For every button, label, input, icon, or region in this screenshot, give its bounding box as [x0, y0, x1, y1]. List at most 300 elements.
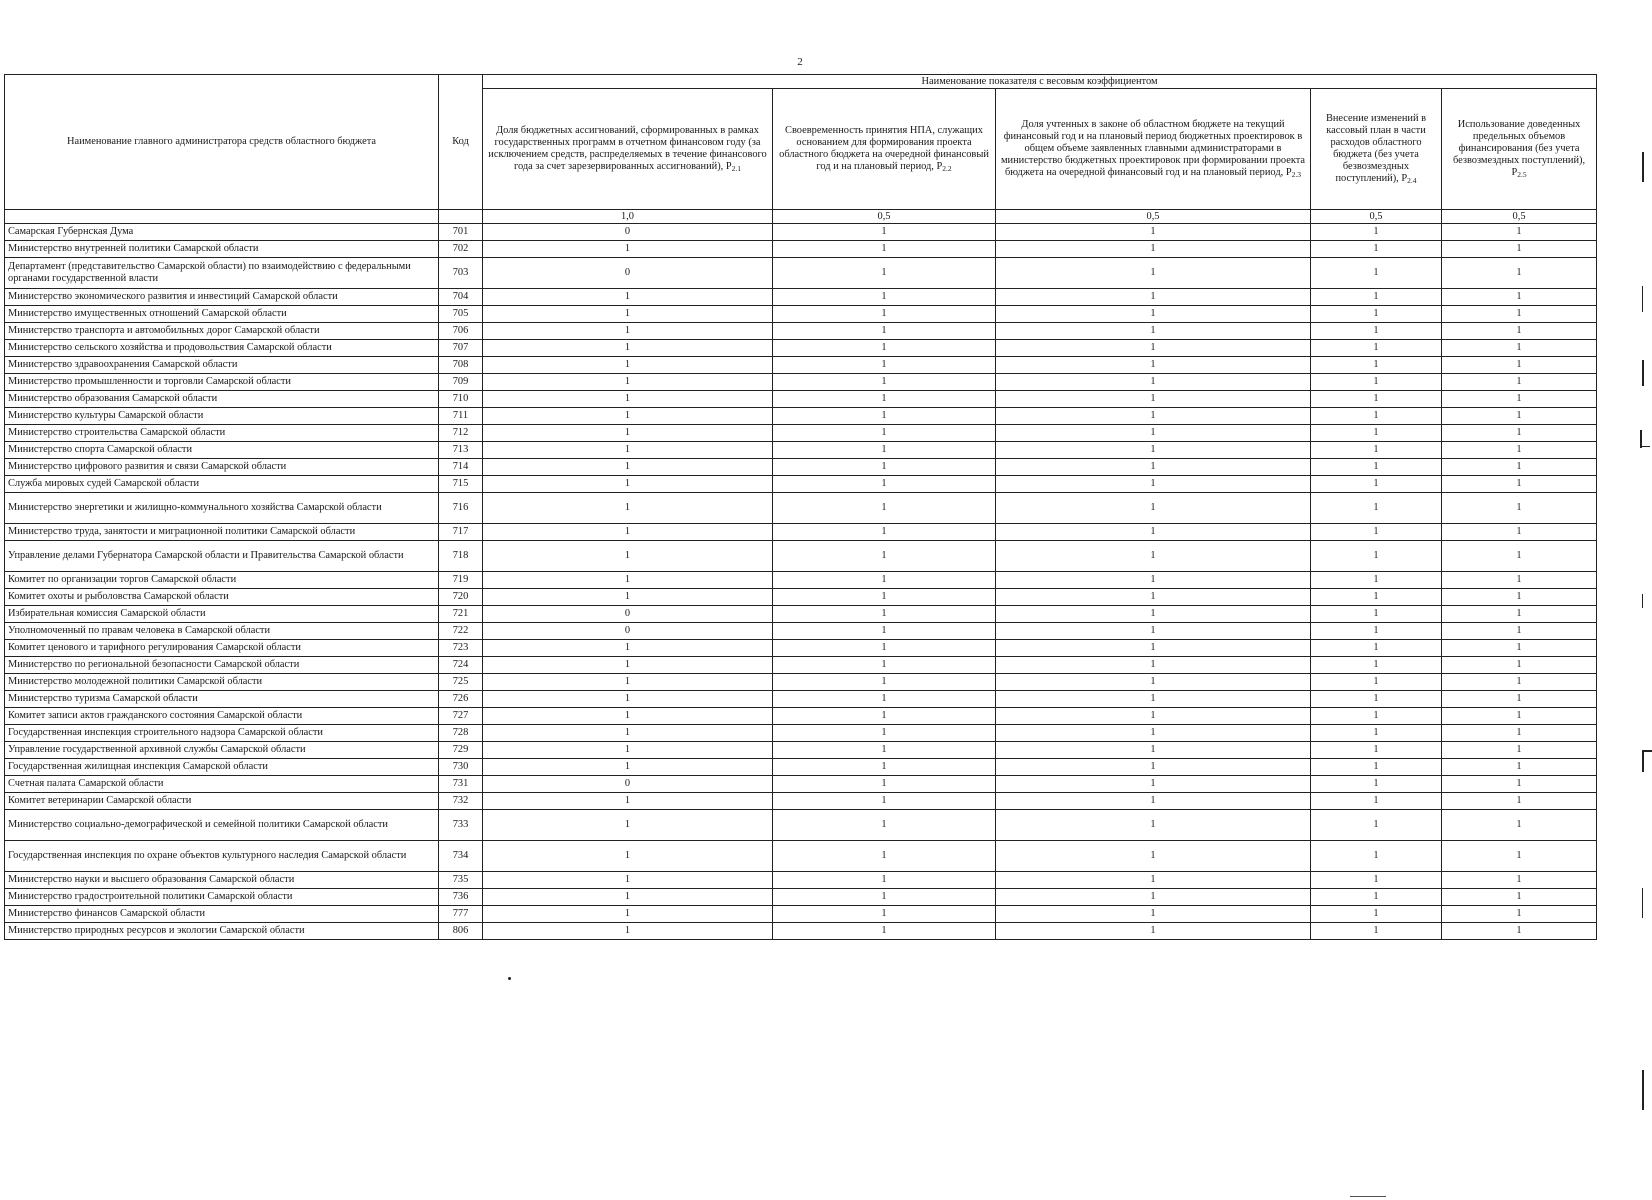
table-row	[5, 391, 1597, 408]
administrator-name: Министерство социально-демографической и семейной политики Самарской области	[5, 810, 439, 841]
indicator-value-2-1: 0	[483, 258, 773, 289]
administrator-code: 708	[439, 357, 483, 374]
indicator-value-2-3: 1	[996, 759, 1311, 776]
indicator-value-2-1: 1	[483, 793, 773, 810]
indicator-value-2-3: 1	[996, 425, 1311, 442]
indicator-value-2-1: 1	[483, 906, 773, 923]
indicator-value-2-3: 1	[996, 224, 1311, 241]
administrator-code: 729	[439, 742, 483, 759]
header-indicator-2-5: Использование доведенных предельных объемов финансирования (без учета безвозмездных поступлений), $P_{2.5}$	[1442, 89, 1597, 210]
indicator-value-2-1: 1	[483, 340, 773, 357]
indicator-value-2-2: 1	[773, 759, 996, 776]
administrator-code: 703	[439, 258, 483, 289]
table-row	[5, 657, 1597, 674]
administrator-code: 806	[439, 923, 483, 940]
indicator-value-2-3: 1	[996, 606, 1311, 623]
administrator-code: 707	[439, 340, 483, 357]
indicator-value-2-2: 1	[773, 623, 996, 640]
indicator-value-2-4: 1	[1311, 589, 1442, 606]
administrator-name: Самарская Губернская Дума	[5, 224, 439, 241]
indicator-value-2-5: 1	[1442, 541, 1597, 572]
table-row	[5, 442, 1597, 459]
indicator-value-2-1: 1	[483, 493, 773, 524]
indicator-value-2-2: 1	[773, 524, 996, 541]
indicator-value-2-5: 1	[1442, 872, 1597, 889]
table-row	[5, 306, 1597, 323]
table-row	[5, 408, 1597, 425]
indicator-value-2-3: 1	[996, 691, 1311, 708]
indicator-value-2-2: 1	[773, 906, 996, 923]
indicator-value-2-3: 1	[996, 323, 1311, 340]
scan-mark	[1642, 286, 1643, 312]
table-row	[5, 793, 1597, 810]
table-row	[5, 708, 1597, 725]
indicator-value-2-1: 1	[483, 241, 773, 258]
scan-mark	[1642, 888, 1643, 918]
indicator-value-2-5: 1	[1442, 923, 1597, 940]
indicator-value-2-1: 1	[483, 357, 773, 374]
indicator-value-2-5: 1	[1442, 391, 1597, 408]
scan-line	[1350, 1196, 1386, 1197]
indicator-value-2-1: 1	[483, 674, 773, 691]
indicator-value-2-2: 1	[773, 289, 996, 306]
indicator-value-2-4: 1	[1311, 691, 1442, 708]
indicator-value-2-5: 1	[1442, 524, 1597, 541]
administrator-code: 709	[439, 374, 483, 391]
indicator-value-2-3: 1	[996, 340, 1311, 357]
indicator-value-2-1: 1	[483, 725, 773, 742]
indicator-value-2-5: 1	[1442, 674, 1597, 691]
indicator-value-2-5: 1	[1442, 323, 1597, 340]
administrator-code: 722	[439, 623, 483, 640]
indicator-value-2-4: 1	[1311, 572, 1442, 589]
table-body	[5, 224, 1597, 940]
indicator-value-2-3: 1	[996, 357, 1311, 374]
header-code-column: Код	[439, 75, 483, 210]
administrator-code: 711	[439, 408, 483, 425]
scan-mark	[1642, 750, 1644, 772]
indicator-value-2-2: 1	[773, 606, 996, 623]
indicator-value-2-5: 1	[1442, 476, 1597, 493]
administrator-code: 720	[439, 589, 483, 606]
indicator-value-2-5: 1	[1442, 357, 1597, 374]
administrator-name: Министерство туризма Самарской области	[5, 691, 439, 708]
indicator-value-2-4: 1	[1311, 872, 1442, 889]
scan-mark	[1642, 360, 1644, 386]
indicator-value-2-5: 1	[1442, 459, 1597, 476]
indicator-value-2-5: 1	[1442, 442, 1597, 459]
administrator-name: Государственная инспекция строительного надзора Самарской области	[5, 725, 439, 742]
administrator-name: Департамент (представительство Самарской области) по взаимодействию с федеральными органами государственной власти	[5, 258, 439, 289]
table-row	[5, 493, 1597, 524]
table-row	[5, 224, 1597, 241]
administrator-name: Министерство образования Самарской области	[5, 391, 439, 408]
administrator-name: Комитет ветеринарии Самарской области	[5, 793, 439, 810]
table-row	[5, 289, 1597, 306]
indicator-value-2-1: 1	[483, 408, 773, 425]
table-row	[5, 541, 1597, 572]
table-row	[5, 340, 1597, 357]
indicator-value-2-4: 1	[1311, 476, 1442, 493]
table-row	[5, 810, 1597, 841]
administrator-code: 701	[439, 224, 483, 241]
indicator-value-2-1: 1	[483, 476, 773, 493]
administrator-name: Комитет по организации торгов Самарской области	[5, 572, 439, 589]
indicator-value-2-4: 1	[1311, 493, 1442, 524]
indicator-value-2-1: 1	[483, 459, 773, 476]
administrator-name: Управление государственной архивной службы Самарской области	[5, 742, 439, 759]
administrator-code: 724	[439, 657, 483, 674]
indicator-value-2-5: 1	[1442, 810, 1597, 841]
indicator-value-2-5: 1	[1442, 776, 1597, 793]
indicator-value-2-2: 1	[773, 776, 996, 793]
administrator-name: Министерство экономического развития и инвестиций Самарской области	[5, 289, 439, 306]
indicator-value-2-4: 1	[1311, 541, 1442, 572]
indicator-value-2-3: 1	[996, 493, 1311, 524]
administrator-code: 732	[439, 793, 483, 810]
indicator-value-2-1: 1	[483, 742, 773, 759]
table-row	[5, 524, 1597, 541]
indicator-value-2-2: 1	[773, 589, 996, 606]
administrator-name: Министерство по региональной безопасности Самарской области	[5, 657, 439, 674]
indicator-value-2-5: 1	[1442, 241, 1597, 258]
indicator-value-2-3: 1	[996, 889, 1311, 906]
indicator-value-2-1: 1	[483, 541, 773, 572]
indicator-value-2-3: 1	[996, 374, 1311, 391]
indicator-value-2-3: 1	[996, 810, 1311, 841]
indicator-value-2-4: 1	[1311, 906, 1442, 923]
indicator-value-2-2: 1	[773, 725, 996, 742]
indicator-value-2-4: 1	[1311, 374, 1442, 391]
administrator-code: 716	[439, 493, 483, 524]
table-row	[5, 759, 1597, 776]
table-row	[5, 476, 1597, 493]
scan-mark	[1642, 1070, 1644, 1110]
indicator-value-2-4: 1	[1311, 524, 1442, 541]
indicator-value-2-2: 1	[773, 306, 996, 323]
indicator-value-2-3: 1	[996, 657, 1311, 674]
indicator-value-2-4: 1	[1311, 657, 1442, 674]
indicator-value-2-2: 1	[773, 357, 996, 374]
indicator-value-2-4: 1	[1311, 742, 1442, 759]
indicator-value-2-1: 1	[483, 889, 773, 906]
administrator-name: Министерство науки и высшего образования Самарской области	[5, 872, 439, 889]
table-row	[5, 606, 1597, 623]
indicator-value-2-3: 1	[996, 623, 1311, 640]
table-row	[5, 258, 1597, 289]
indicator-value-2-1: 1	[483, 923, 773, 940]
indicator-value-2-5: 1	[1442, 340, 1597, 357]
indicator-value-2-5: 1	[1442, 759, 1597, 776]
administrator-code: 733	[439, 810, 483, 841]
indicator-value-2-2: 1	[773, 572, 996, 589]
indicator-value-2-1: 0	[483, 606, 773, 623]
indicator-value-2-4: 1	[1311, 224, 1442, 241]
indicator-value-2-3: 1	[996, 725, 1311, 742]
administrator-name: Государственная жилищная инспекция Самарской области	[5, 759, 439, 776]
administrator-code: 728	[439, 725, 483, 742]
indicator-value-2-4: 1	[1311, 674, 1442, 691]
weight-2-3: 0,5	[996, 210, 1311, 224]
indicator-value-2-4: 1	[1311, 357, 1442, 374]
table-row	[5, 459, 1597, 476]
administrator-name: Министерство культуры Самарской области	[5, 408, 439, 425]
administrator-code: 714	[439, 459, 483, 476]
indicator-value-2-2: 1	[773, 340, 996, 357]
indicator-value-2-1: 1	[483, 872, 773, 889]
administrator-name: Министерство молодежной политики Самарской области	[5, 674, 439, 691]
indicator-value-2-5: 1	[1442, 425, 1597, 442]
indicator-value-2-3: 1	[996, 906, 1311, 923]
table-row	[5, 889, 1597, 906]
administrator-code: 777	[439, 906, 483, 923]
administrator-code: 704	[439, 289, 483, 306]
indicator-value-2-5: 1	[1442, 258, 1597, 289]
administrator-code: 735	[439, 872, 483, 889]
administrator-code: 723	[439, 640, 483, 657]
indicator-value-2-2: 1	[773, 708, 996, 725]
administrator-code: 726	[439, 691, 483, 708]
indicator-value-2-4: 1	[1311, 340, 1442, 357]
indicator-value-2-1: 0	[483, 224, 773, 241]
indicator-value-2-1: 0	[483, 623, 773, 640]
page-number: 2	[797, 56, 803, 68]
administrator-name: Управление делами Губернатора Самарской области и Правительства Самарской области	[5, 541, 439, 572]
indicator-value-2-4: 1	[1311, 623, 1442, 640]
administrator-code: 713	[439, 442, 483, 459]
indicator-value-2-1: 1	[483, 759, 773, 776]
indicator-value-2-3: 1	[996, 708, 1311, 725]
indicator-value-2-1: 1	[483, 442, 773, 459]
indicator-value-2-4: 1	[1311, 759, 1442, 776]
header-indicator-2-4: Внесение изменений в кассовый план в части расходов областного бюджета (без учета безвозмездных поступлений), $P_{2.4}$	[1311, 89, 1442, 210]
indicator-value-2-1: 1	[483, 323, 773, 340]
indicator-value-2-1: 1	[483, 691, 773, 708]
header-indicator-2-2: Своевременность принятия НПА, служащих основанием для формирования проекта областного бюджета на очередной финансовый год и на плановый период, $P_{2.2}$	[773, 89, 996, 210]
indicator-value-2-2: 1	[773, 810, 996, 841]
header-indicator-group: Наименование показателя с весовым коэффициентом	[483, 75, 1597, 89]
indicator-value-2-1: 1	[483, 374, 773, 391]
administrator-code: 718	[439, 541, 483, 572]
indicator-value-2-5: 1	[1442, 374, 1597, 391]
administrator-name: Министерство спорта Самарской области	[5, 442, 439, 459]
indicator-value-2-4: 1	[1311, 289, 1442, 306]
indicator-value-2-2: 1	[773, 425, 996, 442]
table-row	[5, 742, 1597, 759]
administrator-name: Министерство природных ресурсов и экологии Самарской области	[5, 923, 439, 940]
administrator-name: Министерство цифрового развития и связи Самарской области	[5, 459, 439, 476]
indicator-value-2-3: 1	[996, 841, 1311, 872]
indicator-value-2-2: 1	[773, 391, 996, 408]
indicator-value-2-3: 1	[996, 674, 1311, 691]
indicator-value-2-4: 1	[1311, 258, 1442, 289]
indicator-value-2-4: 1	[1311, 708, 1442, 725]
indicator-value-2-5: 1	[1442, 289, 1597, 306]
indicator-value-2-1: 1	[483, 425, 773, 442]
indicator-value-2-2: 1	[773, 742, 996, 759]
administrator-name: Комитет ценового и тарифного регулирования Самарской области	[5, 640, 439, 657]
administrator-name: Государственная инспекция по охране объектов культурного наследия Самарской области	[5, 841, 439, 872]
indicator-value-2-4: 1	[1311, 810, 1442, 841]
table-row	[5, 776, 1597, 793]
indicator-value-2-1: 1	[483, 640, 773, 657]
administrator-code: 715	[439, 476, 483, 493]
indicator-value-2-3: 1	[996, 572, 1311, 589]
scan-mark	[1642, 152, 1644, 182]
indicator-value-2-5: 1	[1442, 691, 1597, 708]
administrator-code: 710	[439, 391, 483, 408]
table-row	[5, 374, 1597, 391]
header-name-column: Наименование главного администратора средств областного бюджета	[5, 75, 439, 210]
indicator-value-2-3: 1	[996, 776, 1311, 793]
table-row	[5, 357, 1597, 374]
indicator-value-2-5: 1	[1442, 906, 1597, 923]
indicator-value-2-2: 1	[773, 657, 996, 674]
indicator-value-2-1: 1	[483, 572, 773, 589]
indicator-value-2-2: 1	[773, 476, 996, 493]
indicator-value-2-3: 1	[996, 541, 1311, 572]
indicators-table	[4, 74, 1597, 940]
weight-2-4: 0,5	[1311, 210, 1442, 224]
indicator-value-2-5: 1	[1442, 742, 1597, 759]
table-row	[5, 674, 1597, 691]
indicator-value-2-2: 1	[773, 674, 996, 691]
administrator-name: Министерство внутренней политики Самарской области	[5, 241, 439, 258]
administrator-name: Комитет охоты и рыболовства Самарской области	[5, 589, 439, 606]
indicator-value-2-3: 1	[996, 289, 1311, 306]
scan-speck	[508, 977, 511, 980]
indicator-value-2-5: 1	[1442, 224, 1597, 241]
administrator-code: 719	[439, 572, 483, 589]
indicator-value-2-2: 1	[773, 442, 996, 459]
indicator-value-2-1: 1	[483, 841, 773, 872]
indicator-value-2-4: 1	[1311, 725, 1442, 742]
indicator-value-2-3: 1	[996, 476, 1311, 493]
indicator-value-2-1: 1	[483, 306, 773, 323]
indicator-value-2-2: 1	[773, 258, 996, 289]
indicator-value-2-4: 1	[1311, 306, 1442, 323]
indicator-value-2-2: 1	[773, 872, 996, 889]
indicator-value-2-1: 1	[483, 810, 773, 841]
indicator-value-2-4: 1	[1311, 241, 1442, 258]
administrator-name: Министерство строительства Самарской области	[5, 425, 439, 442]
indicator-value-2-4: 1	[1311, 408, 1442, 425]
indicator-value-2-2: 1	[773, 374, 996, 391]
administrator-name: Министерство промышленности и торговли Самарской области	[5, 374, 439, 391]
indicator-value-2-3: 1	[996, 872, 1311, 889]
indicator-value-2-4: 1	[1311, 606, 1442, 623]
administrator-name: Уполномоченный по правам человека в Самарской области	[5, 623, 439, 640]
administrator-name: Счетная палата Самарской области	[5, 776, 439, 793]
weight-2-2: 0,5	[773, 210, 996, 224]
indicator-value-2-3: 1	[996, 391, 1311, 408]
administrator-code: 706	[439, 323, 483, 340]
indicator-value-2-1: 1	[483, 657, 773, 674]
indicator-value-2-2: 1	[773, 691, 996, 708]
administrator-name: Избирательная комиссия Самарской области	[5, 606, 439, 623]
indicator-value-2-4: 1	[1311, 391, 1442, 408]
administrator-code: 712	[439, 425, 483, 442]
indicator-value-2-5: 1	[1442, 408, 1597, 425]
indicator-value-2-5: 1	[1442, 572, 1597, 589]
administrator-name: Министерство градостроительной политики Самарской области	[5, 889, 439, 906]
indicator-value-2-4: 1	[1311, 793, 1442, 810]
administrator-code: 721	[439, 606, 483, 623]
indicator-value-2-5: 1	[1442, 708, 1597, 725]
table-row	[5, 572, 1597, 589]
header-indicator-2-1: Доля бюджетных ассигнований, сформированных в рамках государственных программ в отчетном финансовом году (за исключением средств, распределяемых в течение финансового года за счет зарезервированных ассигнований), $P_{2.1}$	[483, 89, 773, 210]
indicator-value-2-5: 1	[1442, 606, 1597, 623]
indicator-value-2-3: 1	[996, 459, 1311, 476]
table-row	[5, 241, 1597, 258]
table-row	[5, 691, 1597, 708]
indicator-value-2-2: 1	[773, 493, 996, 524]
indicator-value-2-3: 1	[996, 742, 1311, 759]
table-row	[5, 425, 1597, 442]
indicator-value-2-1: 1	[483, 524, 773, 541]
administrator-name: Министерство финансов Самарской области	[5, 906, 439, 923]
indicator-value-2-2: 1	[773, 923, 996, 940]
indicator-value-2-4: 1	[1311, 923, 1442, 940]
indicator-value-2-2: 1	[773, 459, 996, 476]
table-row	[5, 623, 1597, 640]
indicator-value-2-4: 1	[1311, 640, 1442, 657]
administrator-name: Министерство здравоохранения Самарской области	[5, 357, 439, 374]
administrator-code: 725	[439, 674, 483, 691]
indicator-value-2-5: 1	[1442, 306, 1597, 323]
scan-mark	[1642, 594, 1643, 608]
administrator-code: 731	[439, 776, 483, 793]
indicator-value-2-2: 1	[773, 541, 996, 572]
indicator-value-2-3: 1	[996, 258, 1311, 289]
indicator-value-2-1: 0	[483, 776, 773, 793]
administrator-code: 717	[439, 524, 483, 541]
indicator-value-2-3: 1	[996, 589, 1311, 606]
weight-spacer-name	[5, 210, 439, 224]
administrator-code: 702	[439, 241, 483, 258]
weight-spacer-code	[439, 210, 483, 224]
indicator-value-2-1: 1	[483, 589, 773, 606]
indicator-value-2-4: 1	[1311, 425, 1442, 442]
indicator-value-2-2: 1	[773, 224, 996, 241]
administrator-code: 705	[439, 306, 483, 323]
indicator-value-2-5: 1	[1442, 493, 1597, 524]
indicator-value-2-4: 1	[1311, 442, 1442, 459]
administrator-name: Министерство транспорта и автомобильных дорог Самарской области	[5, 323, 439, 340]
indicator-value-2-4: 1	[1311, 776, 1442, 793]
indicator-value-2-2: 1	[773, 323, 996, 340]
indicator-value-2-5: 1	[1442, 725, 1597, 742]
administrator-code: 736	[439, 889, 483, 906]
administrator-name: Министерство сельского хозяйства и продовольствия Самарской области	[5, 340, 439, 357]
indicator-value-2-2: 1	[773, 841, 996, 872]
indicator-value-2-1: 1	[483, 708, 773, 725]
indicator-value-2-2: 1	[773, 408, 996, 425]
administrator-name: Комитет записи актов гражданского состояния Самарской области	[5, 708, 439, 725]
table-row	[5, 589, 1597, 606]
indicator-value-2-3: 1	[996, 524, 1311, 541]
table-row	[5, 640, 1597, 657]
administrator-name: Министерство труда, занятости и миграционной политики Самарской области	[5, 524, 439, 541]
administrator-code: 730	[439, 759, 483, 776]
indicator-value-2-3: 1	[996, 923, 1311, 940]
indicator-value-2-5: 1	[1442, 640, 1597, 657]
administrator-code: 727	[439, 708, 483, 725]
indicator-value-2-1: 1	[483, 391, 773, 408]
indicator-value-2-4: 1	[1311, 841, 1442, 872]
administrator-code: 734	[439, 841, 483, 872]
indicator-value-2-3: 1	[996, 442, 1311, 459]
